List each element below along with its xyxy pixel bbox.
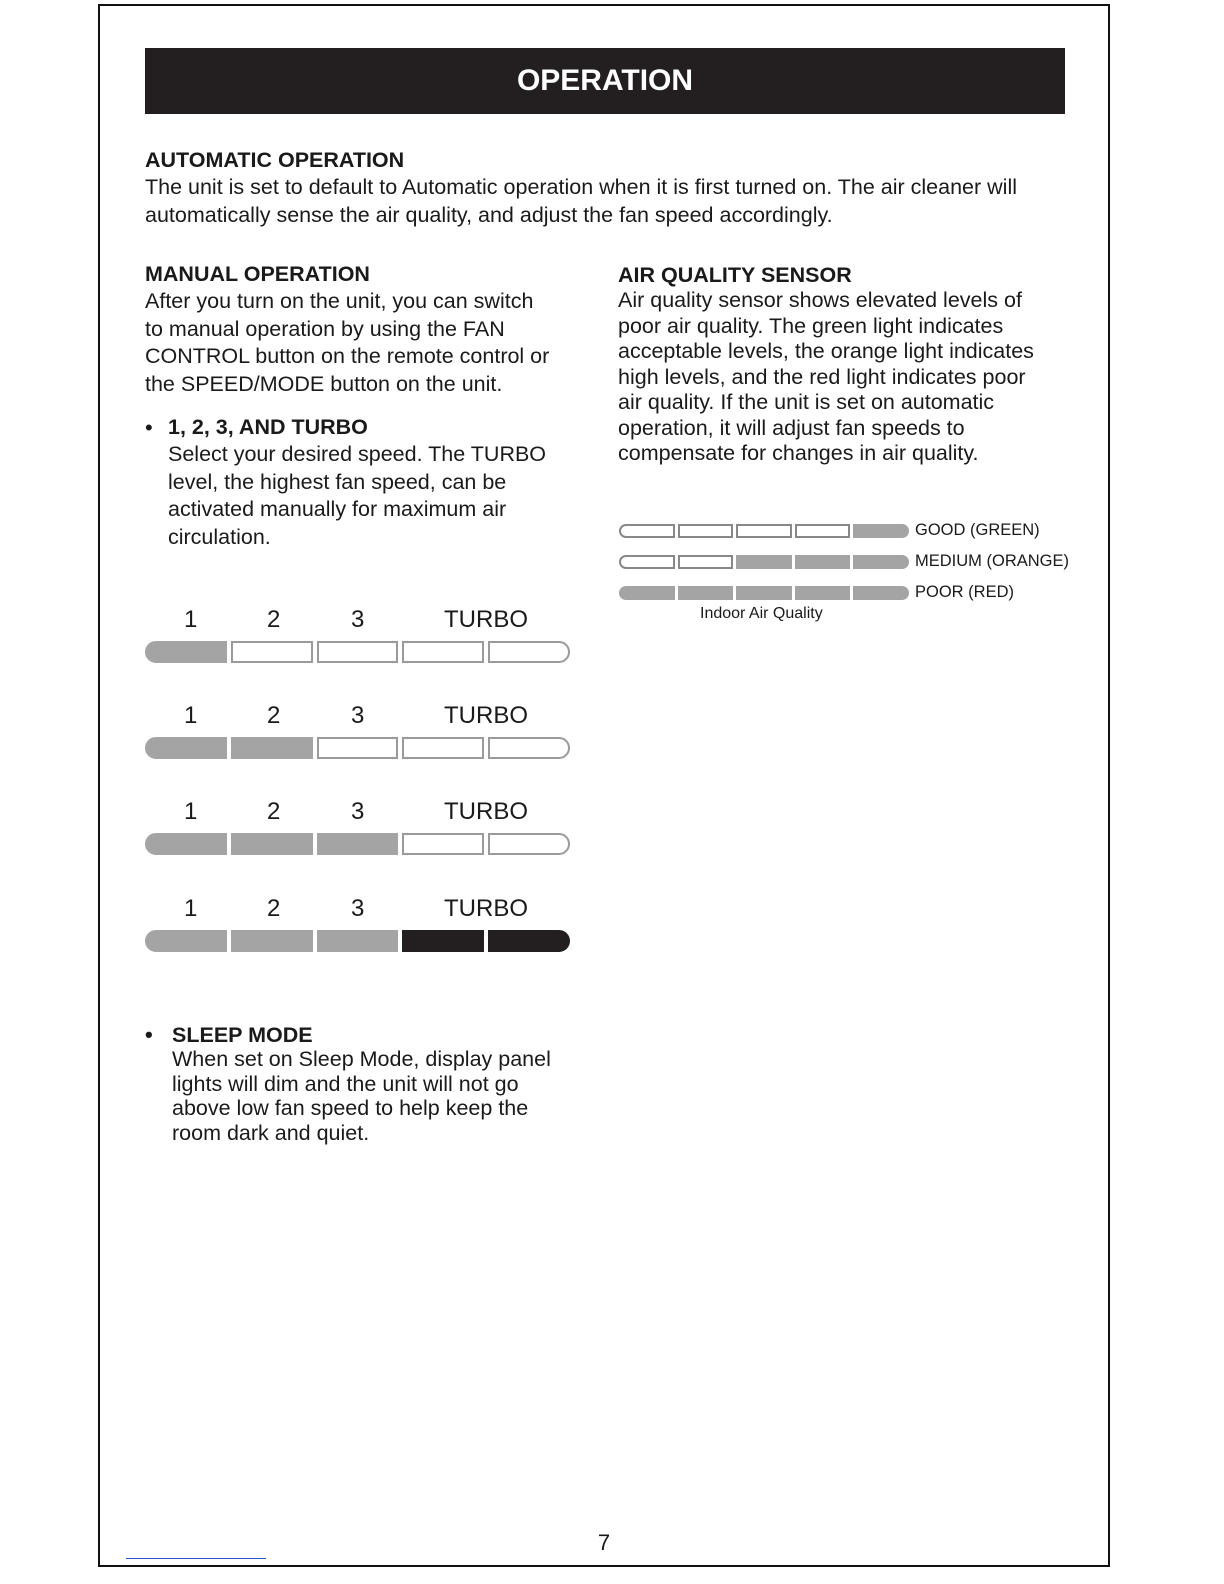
air-quality-segment: [736, 555, 792, 569]
sleep-line: above low fan speed to help keep the: [172, 1096, 529, 1120]
manual-line: the SPEED/MODE button on the unit.: [145, 371, 503, 396]
air-quality-level-label: MEDIUM (ORANGE): [915, 552, 1069, 570]
air-quality-level-label: GOOD (GREEN): [915, 521, 1040, 539]
sleep-line: When set on Sleep Mode, display panel: [172, 1047, 551, 1071]
speed-indicator-segment: [488, 833, 570, 855]
page-title: OPERATION: [516, 64, 694, 97]
air-quality-segment: [678, 555, 734, 569]
air-quality-level-label: POOR (RED): [915, 583, 1014, 601]
speed-labels: [145, 606, 575, 636]
speed-indicator-segment: [402, 737, 484, 759]
speed-indicator-segment: [317, 833, 399, 855]
speed-indicator-segment: [231, 737, 313, 759]
speed-indicator-segment: [145, 737, 227, 759]
air-quality-segment: [795, 555, 851, 569]
speed-indicator-segment: [488, 737, 570, 759]
air-quality-segment: [678, 524, 734, 538]
speed-labels: [145, 798, 575, 828]
page-title-banner: [145, 48, 1065, 114]
speed-indicator-segment: [145, 833, 227, 855]
air-quality-caption: Indoor Air Quality: [700, 605, 823, 622]
speeds-line: activated manually for maximum air: [168, 497, 507, 521]
speed-label: 2: [267, 606, 281, 633]
air-quality-bar: [619, 524, 909, 538]
speed-label: TURBO: [444, 702, 528, 729]
air-quality-segment: [736, 586, 792, 600]
page-number: 7: [597, 1530, 611, 1555]
air-quality-line: compensate for changes in air quality.: [618, 441, 979, 465]
bullet-sleep: •: [145, 1022, 153, 1047]
speeds-line: level, the highest fan speed, can be: [168, 469, 507, 494]
speed-label: 3: [351, 702, 365, 729]
manual-text: [145, 288, 549, 398]
manual-line: to manual operation by using the FAN: [145, 316, 505, 341]
sleep-text: [172, 1047, 551, 1145]
automatic-line: The unit is set to default to Automatic operation when it is first turned on. The air cleaner will: [145, 175, 1017, 199]
speed-indicator-segment: [488, 930, 570, 952]
speed-label: TURBO: [444, 798, 528, 825]
automatic-line: automatically sense the air quality, and adjust the fan speed accordingly.: [145, 202, 833, 227]
speed-label: 1: [184, 702, 198, 729]
air-quality-segment: [853, 586, 909, 600]
speed-indicator-bar: [145, 641, 570, 663]
air-quality-segment: [736, 524, 792, 538]
speed-indicator-bar: [145, 737, 570, 759]
automatic-heading: AUTOMATIC OPERATION: [145, 148, 405, 172]
air-quality-heading: AIR QUALITY SENSOR: [618, 263, 852, 287]
air-quality-line: acceptable levels, the orange light indicates: [618, 339, 1034, 363]
air-quality-line: Air quality sensor shows elevated levels of: [618, 288, 1022, 312]
speeds-line: Select your desired speed. The TURBO: [168, 442, 547, 466]
speed-label: 1: [184, 606, 198, 633]
speed-indicator-segment: [231, 930, 313, 952]
speed-label: TURBO: [444, 895, 528, 922]
bullet-speeds: •: [145, 415, 153, 440]
speed-indicator-segment: [145, 641, 227, 663]
air-quality-segment: [678, 586, 734, 600]
speed-label: 3: [351, 798, 365, 825]
speed-label: 2: [267, 798, 281, 825]
page-border: [98, 4, 1110, 1567]
air-quality-segment: [619, 555, 675, 569]
speed-indicator-segment: [317, 641, 399, 663]
speed-label: 2: [267, 702, 281, 729]
air-quality-segment: [619, 586, 675, 600]
manual-line: After you turn on the unit, you can switch: [145, 289, 534, 313]
air-quality-segment: [853, 555, 909, 569]
speed-label: 2: [267, 895, 281, 922]
air-quality-segment: [619, 524, 675, 538]
speed-indicator-segment: [402, 930, 484, 952]
speeds-line: circulation.: [168, 524, 271, 549]
speed-indicator-bar: [145, 833, 570, 855]
speed-indicator-segment: [231, 641, 313, 663]
air-quality-text: [618, 288, 1034, 467]
speed-indicator-segment: [231, 833, 313, 855]
sleep-line: room dark and quiet.: [172, 1120, 370, 1145]
air-quality-line: operation, it will adjust fan speeds to: [618, 415, 965, 440]
speed-indicator-bar: [145, 930, 570, 952]
speed-indicator-segment: [317, 737, 399, 759]
air-quality-segment: [795, 586, 851, 600]
speed-indicator-segment: [145, 930, 227, 952]
air-quality-bar: [619, 586, 909, 600]
air-quality-bar: [619, 555, 909, 569]
speed-label: 1: [184, 798, 198, 825]
speed-indicator-segment: [402, 641, 484, 663]
speed-label: 1: [184, 895, 198, 922]
speed-labels: [145, 895, 575, 925]
air-quality-segment: [853, 524, 909, 538]
speeds-text: [168, 441, 546, 551]
air-quality-line: poor air quality. The green light indicates: [618, 313, 1004, 338]
speed-label: TURBO: [444, 606, 528, 633]
sleep-line: lights will dim and the unit will not go: [172, 1071, 519, 1096]
speed-indicator-segment: [488, 641, 570, 663]
air-quality-line: air quality. If the unit is set on automatic: [618, 390, 995, 414]
sleep-heading: SLEEP MODE: [172, 1023, 313, 1047]
air-quality-line: high levels, and the red light indicates poor: [618, 364, 1026, 389]
automatic-text: [145, 174, 1017, 229]
speed-label: 3: [351, 606, 365, 633]
speed-label: 3: [351, 895, 365, 922]
speeds-heading: 1, 2, 3, AND TURBO: [168, 415, 368, 439]
speed-indicator-segment: [402, 833, 484, 855]
manual-line: CONTROL button on the remote control or: [145, 344, 550, 368]
speed-labels: [145, 702, 575, 732]
manual-heading: MANUAL OPERATION: [145, 262, 370, 286]
footer-rule: [126, 1558, 266, 1559]
air-quality-segment: [795, 524, 851, 538]
speed-indicator-segment: [317, 930, 399, 952]
